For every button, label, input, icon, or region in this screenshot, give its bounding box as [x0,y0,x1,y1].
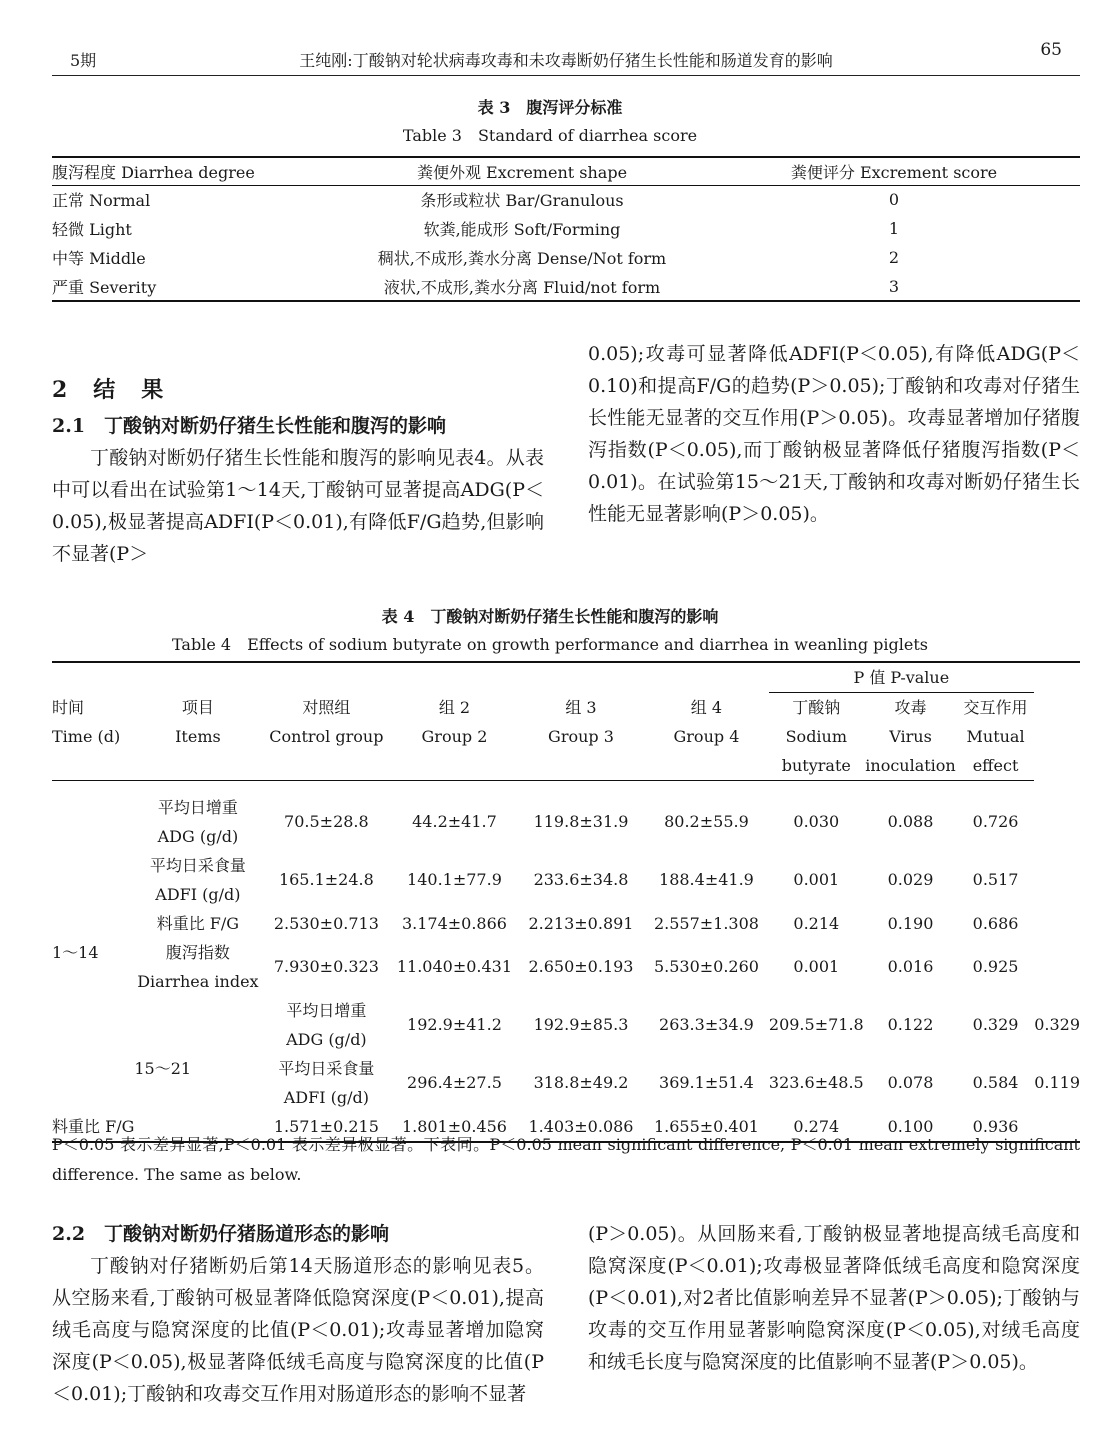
table-header-cell: 丁酸钠 [792,698,841,717]
table-header-cell: 组 4 [690,697,723,717]
table-cell: 369.1±51.4 [659,1073,754,1092]
table-header-cell: 组 3 [565,697,597,717]
table-header-cell: 组 2 [438,697,471,717]
issue-number: 5期 [70,51,97,70]
subsection-heading: 2.2 丁酸钠对断奶仔猪肠道形态的影响 [52,1223,390,1245]
subsection-heading: 2.1 丁酸钠对断奶仔猪生长性能和腹泻的影响 [52,415,447,437]
table-cell: 7.930±0.323 [273,957,379,976]
table-header-cell: Items [175,727,221,746]
section22-right-column [588,1218,1080,1378]
table-cell: 318.8±49.2 [533,1073,629,1092]
table4 [52,661,1080,1143]
table-cell: 0.001 [793,870,840,889]
table-cell: 2.650±0.193 [528,957,634,976]
table-cell: 1.801±0.456 [401,1116,507,1136]
table-cell: 0.584 [972,1073,1019,1092]
table-cell: 稠状,不成形,粪水分离 Dense/Not form [377,249,667,268]
table-header-cell: Time (d) [52,727,121,746]
table3-caption-zh: 表 3 腹泻评分标准 [477,98,623,117]
table-cell: 192.9±41.2 [407,1015,502,1034]
table-cell: 44.2±41.7 [412,812,497,831]
section2-right-column [588,338,1080,530]
table-header-cell: 时间 [52,697,85,717]
table-cell: 11.040±0.431 [396,957,513,976]
table-header-cell: Group 3 [548,727,614,746]
table-header-cell: Virus [889,727,932,746]
table-cell: 192.9±85.3 [533,1015,629,1034]
table-cell: 188.4±41.9 [659,870,754,889]
table-cell: 0.936 [972,1116,1019,1136]
table-cell: 0.329 [972,1015,1019,1034]
body-paragraph: (P＞0.05)。从回肠来看,丁酸钠极显著地提高绒毛高度和隐窝深度(P＜0.01);攻毒极显著降低绒毛高度和隐窝深度(P＜0.01),对2者比值影响差异不显著(P＞0.05);丁酸钠与攻毒的交互作用显著影响隐窝深度(P＜0.05),对绒毛高度和绒毛长度与隐窝深度的比值影响不显著(P＞0.05)。 [588,1223,1080,1373]
table-cell: 软粪,能成形 Soft/Forming [423,220,621,239]
table-row [52,909,1080,938]
table-header-cell: 对照组 [302,697,351,717]
table4-footnote: P＜0.05 表示差异显著,P＜0.01 表示差异极显著。下表同。P＜0.05 mean significant difference, P＜0.01 mean extremely significant difference. The same as below. [52,1135,1080,1184]
table-cell: 1 [888,219,900,238]
table-header-cell: Sodium [785,727,848,746]
time-period-cell: 1～14 [52,942,99,962]
table-cell: 轻微 Light [52,220,132,239]
table-header-cell: 腹泻程度 Diarrhea degree [52,157,372,185]
table3-caption-en: Table 3 Standard of diarrhea score [402,126,698,145]
table-cell: 0.686 [972,913,1019,933]
table3 [52,156,1080,302]
item-cell: 料重比 F/G [52,1116,135,1136]
table-cell: 0.925 [972,957,1019,976]
table-cell: 80.2±55.9 [664,812,749,831]
table-cell: 0.030 [793,812,840,831]
item-cell: 平均日增重 ADG (g/d) [286,1000,367,1049]
item-cell: 料重比 F/G [156,913,240,933]
table-row [52,793,1080,851]
table-header-row [52,751,1080,781]
table-cell: 条形或粒状 Bar/Granulous [420,191,624,211]
table-header-row [52,157,1080,185]
section2-left-column [52,374,544,570]
table-cell: 119.8±31.9 [533,812,629,831]
table-cell: 2.557±1.308 [653,913,759,933]
table-cell: 296.4±27.5 [407,1073,502,1092]
table-cell: 1.655±0.401 [653,1116,759,1136]
table-header-row [52,693,1080,723]
table-cell: 0.078 [887,1073,934,1092]
table-cell: 0.517 [972,870,1019,889]
table-cell: 209.5±71.8 [768,1015,864,1034]
table4-caption-zh: 表 4 丁酸钠对断奶仔猪生长性能和腹泻的影响 [381,607,719,626]
item-cell: 腹泻指数 Diarrhea index [137,942,259,991]
table-cell: 中等 Middle [52,249,146,268]
table-cell: 2.213±0.891 [528,913,634,933]
table-header-cell: 粪便评分 Excrement score [672,157,1080,185]
table-cell: 0.122 [887,1015,934,1034]
table-cell: 0.100 [887,1116,934,1136]
table-cell: 0.016 [887,957,934,976]
table-header-cell: Control group [269,727,384,746]
table-cell: 1.403±0.086 [528,1116,634,1136]
table-row [52,185,1080,214]
table-cell: 140.1±77.9 [407,870,502,889]
table-cell: 0.190 [887,913,934,933]
table-row [52,243,1080,272]
table-cell: 液状,不成形,粪水分离 Fluid/not form [383,277,661,297]
item-cell: 平均日增重 ADG (g/d) [157,797,239,846]
table-cell: 3 [888,276,900,296]
table-cell: 0.329 [1034,1015,1080,1034]
table-cell: 1.571±0.215 [273,1116,379,1136]
table-cell: 323.6±48.5 [768,1073,864,1092]
table-header-cell: 交互作用 [963,698,1028,717]
table-cell: 正常 Normal [52,191,151,211]
table-header-cell: effect [957,751,1034,781]
table-cell: 0.029 [887,870,934,889]
table-header-cell: inoculation [864,751,957,781]
table-header-row [52,722,1080,751]
table-row [52,851,1080,909]
table-cell: 0.726 [972,812,1019,831]
table-cell: 233.6±34.8 [533,870,629,889]
table-row [52,996,1080,1054]
body-paragraph: 丁酸钠对断奶仔猪生长性能和腹泻的影响见表4。从表中可以看出在试验第1～14天,丁酸钠可显著提高ADG(P＜0.05),极显著提高ADFI(P＜0.01),有降低F/G趋势,但影响不显著(P＞ [52,447,544,565]
table-cell: 0.274 [793,1116,840,1136]
table-header-cell: butyrate [769,751,865,781]
table-cell: 0.001 [793,957,840,976]
table-header-row [52,662,1080,693]
table-header-cell: 项目 [181,697,214,717]
table-row [52,214,1080,243]
table-header-cell: Mutual [966,727,1025,746]
body-paragraph: 0.05);攻毒可显著降低ADFI(P＜0.05),有降低ADG(P＜0.10)和提高F/G的趋势(P＞0.05);丁酸钠和攻毒对仔猪生长性能无显著的交互作用(P＞0.05)。攻毒显著增加仔猪腹泻指数(P＜0.05),而丁酸钠极显著降低仔猪腹泻指数(P＜0.01)。在试验第15～21天,丁酸钠和攻毒对断奶仔猪生长性能无显著影响(P＞0.05)。 [588,343,1080,525]
item-cell: 平均日采食量 ADFI (g/d) [278,1058,375,1107]
table-cell: 0.119 [1034,1073,1080,1092]
item-cell: 平均日采食量 ADFI (g/d) [149,855,246,904]
table-cell: 5.530±0.260 [653,957,759,976]
table-cell: 0.214 [793,913,840,933]
table-cell: 263.3±34.9 [659,1015,754,1034]
table-cell: 3.174±0.866 [401,913,507,933]
table-cell: 2.530±0.713 [273,913,379,933]
table-cell: 0 [888,190,900,210]
pvalue-header: P 值 P-value [769,662,1035,693]
table4-caption-en: Table 4 Effects of sodium butyrate on growth performance and diarrhea in weanling piglets [172,635,928,654]
section-heading: 2 结 果 [52,377,166,403]
table-cell: 70.5±28.8 [284,812,369,831]
table-cell: 0.088 [887,812,934,831]
table-header-cell: Group 2 [421,727,488,746]
table-header-cell: 攻毒 [894,698,927,717]
body-paragraph: 丁酸钠对仔猪断奶后第14天肠道形态的影响见表5。从空肠来看,丁酸钠可极显著降低隐窝深度(P＜0.01),提高绒毛高度与隐窝深度的比值(P＜0.01);攻毒显著增加隐窝深度(P＜0.05),极显著降低绒毛高度与隐窝深度的比值(P＜0.01);丁酸钠和攻毒交互作用对肠道形态的影响不显著 [52,1255,544,1405]
time-period-cell: 15～21 [134,1058,192,1078]
table-header-cell: 粪便外观 Excrement shape [372,157,672,185]
table-cell: 严重 Severity [52,277,157,297]
table-cell: 2 [888,248,900,267]
table-row [52,272,1080,301]
running-header [52,40,1080,76]
page-number: 65 [1040,40,1062,60]
running-title: 王纯刚:丁酸钠对轮状病毒攻毒和未攻毒断奶仔猪生长性能和肠道发育的影响 [299,51,833,70]
table-cell: 165.1±24.8 [278,870,374,889]
table-header-cell: Group 4 [673,727,740,746]
section22-left-column [52,1218,544,1410]
table-row [52,938,1080,996]
